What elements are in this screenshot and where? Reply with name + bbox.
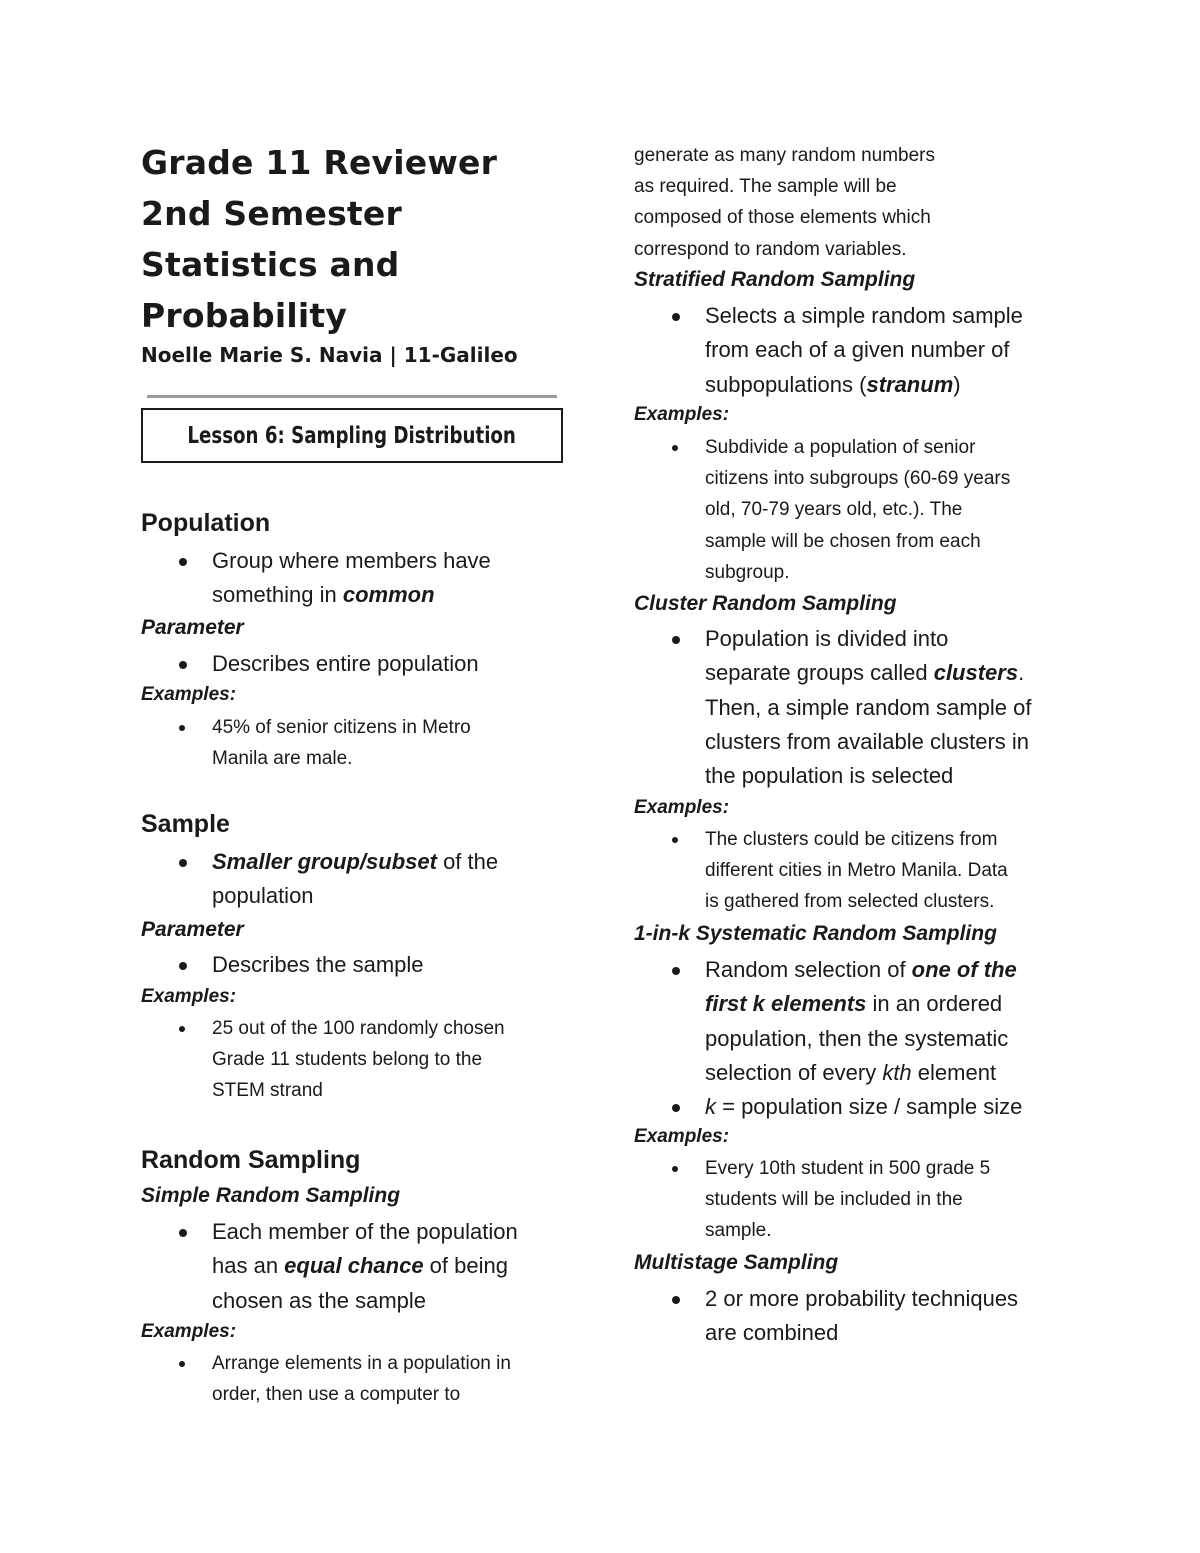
simple-random-examples-label: Examples: [141, 1321, 237, 1342]
text: selection of every [705, 1059, 883, 1085]
text: Subdivide a population of senior [705, 437, 976, 458]
emphasis: equal chance [284, 1253, 424, 1279]
text: element [911, 1059, 997, 1085]
simple-random-heading: Simple Random Sampling [141, 1184, 401, 1207]
emphasis: stranum [866, 371, 954, 397]
text: Random selection of [705, 957, 912, 982]
text: . [1018, 660, 1025, 686]
text: correspond to random variables. [634, 238, 907, 260]
bullet-icon [672, 1296, 680, 1304]
population-examples-label: Examples: [141, 684, 237, 705]
bullet-icon [179, 725, 185, 731]
multistage-heading: Multistage Sampling [634, 1251, 839, 1274]
text: 25 out of the 100 randomly chosen [212, 1018, 505, 1039]
bullet-icon [672, 967, 680, 975]
text: Arrange elements in a population in [212, 1353, 511, 1374]
population-heading: Population [141, 509, 271, 537]
emphasis: common [342, 582, 435, 608]
cluster-examples-label: Examples: [634, 797, 730, 818]
text: Every 10th student in 500 grade 5 [705, 1158, 991, 1179]
text: Describes the sample [212, 952, 424, 977]
text: from each of a given number of [705, 337, 1010, 363]
text: is gathered from selected clusters. [705, 891, 995, 913]
bullet-icon [672, 636, 680, 644]
text: Group where members have [212, 548, 491, 573]
text: sample will be chosen from each [705, 530, 981, 552]
bullet-icon [179, 962, 187, 970]
text: Grade 11 students belong to the [212, 1049, 483, 1071]
bullet-icon [179, 1229, 187, 1237]
text: subpopulations ( [705, 371, 867, 397]
emphasis: first k elements [705, 991, 867, 1017]
bullet-icon [672, 837, 678, 843]
bullet-icon [179, 859, 187, 867]
text: old, 70-79 years old, etc.). The [705, 499, 963, 521]
text: of the [436, 849, 499, 874]
bullet-icon [672, 1166, 678, 1172]
emphasis: Smaller group/subset [212, 849, 437, 874]
text: chosen as the sample [212, 1287, 427, 1313]
text: different cities in Metro Manila. Data [705, 860, 1008, 882]
text: has an [212, 1253, 285, 1279]
sample-parameter-heading: Parameter [141, 918, 244, 941]
bullet-icon [179, 1026, 185, 1032]
cluster-heading: Cluster Random Sampling [634, 592, 897, 615]
text: composed of those elements which [634, 207, 931, 229]
lesson-box [141, 408, 563, 463]
text: of being [423, 1253, 508, 1279]
bullet-icon [672, 1104, 680, 1112]
text: STEM strand [212, 1080, 323, 1102]
text: = population size / sample size [716, 1094, 1023, 1119]
emphasis: k [705, 1094, 716, 1119]
text: are combined [705, 1320, 839, 1346]
population-parameter-heading: Parameter [141, 616, 244, 639]
text: students will be included in the [705, 1189, 963, 1211]
bullet-icon [672, 445, 678, 451]
lesson-title: Lesson 6: Sampling Distribution [187, 422, 517, 449]
text: Population is divided into [705, 626, 949, 651]
bullet-icon [672, 313, 680, 321]
emphasis: clusters [933, 660, 1019, 686]
text: The clusters could be citizens from [705, 829, 998, 850]
systematic-heading: 1-in-k Systematic Random Sampling [634, 922, 997, 945]
stratified-examples-label: Examples: [634, 404, 730, 425]
text: separate groups called [705, 660, 934, 686]
text: clusters from available clusters in [705, 728, 1030, 754]
author-line: Noelle Marie S. Navia | 11-Galileo [141, 343, 518, 367]
text: order, then use a computer to [212, 1384, 461, 1406]
title-line-4: Probability [141, 296, 348, 335]
text: as required. The sample will be [634, 176, 897, 198]
stratified-heading: Stratified Random Sampling [634, 268, 916, 291]
text: population [212, 883, 314, 909]
bullet-icon [179, 558, 187, 566]
text: subgroup. [705, 561, 790, 583]
sample-heading: Sample [141, 810, 230, 838]
text: sample. [705, 1220, 772, 1242]
text: 2 or more probability techniques [705, 1286, 1019, 1311]
title-line-2: 2nd Semester [141, 194, 402, 233]
text: ) [953, 371, 961, 397]
text: population, then the systematic [705, 1025, 1009, 1051]
systematic-examples-label: Examples: [634, 1126, 730, 1147]
text: generate as many random numbers [634, 145, 935, 166]
emphasis: one of the [911, 957, 1017, 982]
text: Manila are male. [212, 748, 353, 770]
text: 45% of senior citizens in Metro [212, 717, 471, 738]
sample-examples-label: Examples: [141, 986, 237, 1007]
text: Each member of the population [212, 1219, 518, 1244]
title-line-1: Grade 11 Reviewer [141, 143, 498, 182]
text: something in [212, 582, 343, 608]
text: in an ordered [866, 991, 1003, 1017]
divider [147, 395, 557, 398]
text: Selects a simple random sample [705, 303, 1023, 328]
text: Describes entire population [212, 651, 479, 676]
title-line-3: Statistics and [141, 245, 400, 284]
text: Then, a simple random sample of [705, 694, 1032, 720]
random-sampling-heading: Random Sampling [141, 1146, 361, 1174]
emphasis: kth [882, 1059, 912, 1085]
text: the population is selected [705, 763, 954, 789]
bullet-icon [179, 661, 187, 669]
text: citizens into subgroups (60-69 years [705, 468, 1011, 490]
bullet-icon [179, 1361, 185, 1367]
